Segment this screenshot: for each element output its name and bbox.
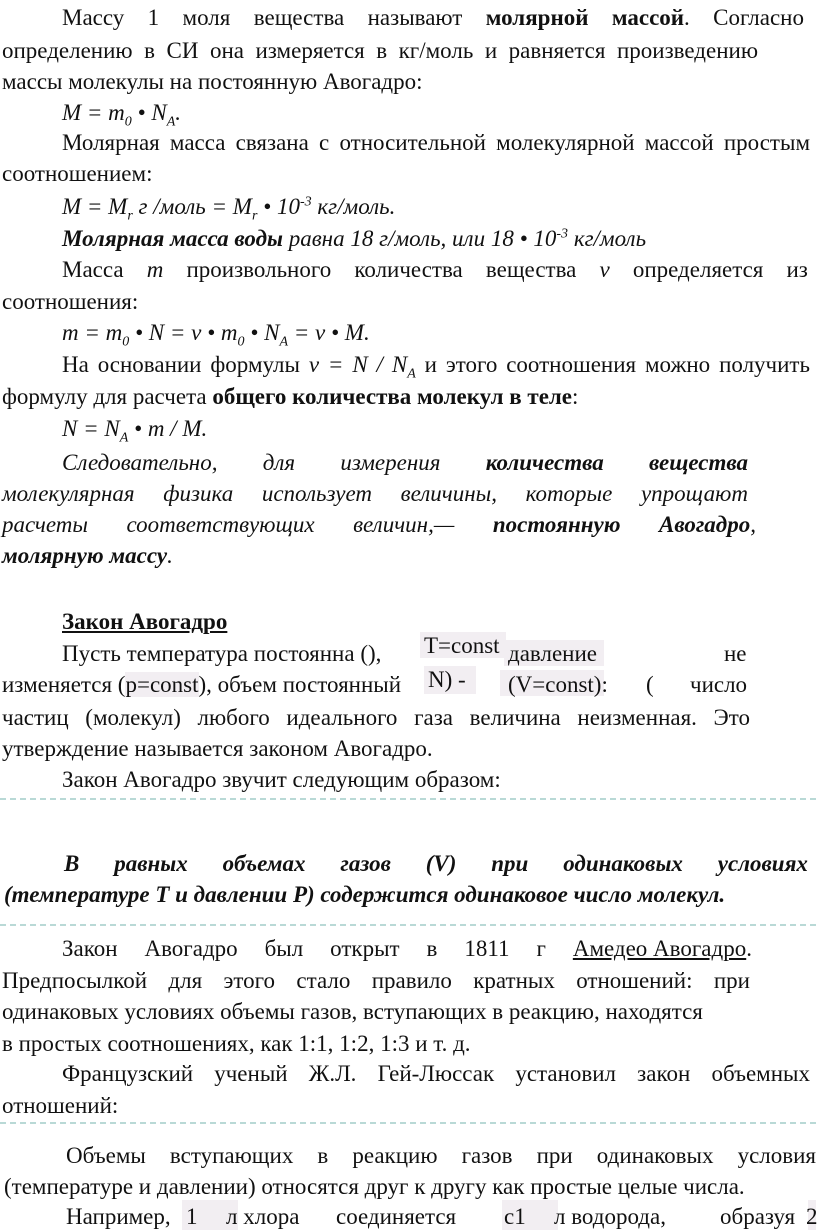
para-molar-mass-line3: массы молекулы на постоянную Авогадро: [2,69,423,94]
para-discovery-line1: Закон Авогадро был открыт в 1811 г Амедео Авогадро. [62,936,752,961]
field-chlorine-volume: 1 [186,1204,198,1229]
para-example-line1: Например, [66,1204,171,1229]
formula-molar-mass: $M = m_0$ • $N_A$. [62,100,182,130]
para-mass-line1: Масса m произвольного количества вещества ν определяется из [62,257,808,282]
para-example-chlorine: л хлора [226,1204,300,1229]
divider-lower [0,1122,816,1124]
para-law-intro-line2a: изменяется (p=const), объем постоянный [2,672,402,697]
para-example-hydrogen: л водорода, [554,1204,666,1229]
para-relative-mass-line1: Молярная масса связана с относительной молекулярной массой простым [62,130,810,155]
para-example-combines: соединяется [336,1204,457,1229]
formula-mass: $m = m_0$ • N = ν • $m_0$ • $N_A = \nu$ • M. [62,320,370,350]
divider-top [0,798,816,800]
para-law-intro-paren: ( [646,672,654,697]
formula-relative-mass: $M = M_r$ г /моль = $M_r$ • $10^{-3}$ кг/моль. [62,194,396,224]
term-molar-mass: молярной массой [485,5,685,30]
para-conclusion-line1: Следовательно, для измерения количества вещества [62,450,748,475]
para-law-statement-intro: Закон Авогадро звучит следующим образом: [62,767,501,792]
para-law-intro-line3: частиц (молекул) любого идеального газа величина неизменная. Это [2,705,750,730]
field-product-volume: 2 [806,1204,818,1229]
para-law-intro-pressure-word: давление [508,641,597,666]
para-relative-mass-line2: соотношением: [2,161,153,186]
term-total-molecules: общего количества молекул в теле [212,384,573,409]
para-discovery-line3: одинаковых условиях объемы газов, вступающих в реакцию, находятся [2,999,703,1024]
field-volume-const: (V=const): [508,672,608,697]
section-heading-avogadro-law: Закон Авогадро [62,609,228,634]
link-amedeo-avogadro[interactable]: Амедео Авогадро [572,936,747,961]
law-statement-line1: В равных объемах газов (V) при одинаковых условиях [64,851,808,876]
para-basis-line1: На основании формулы $\nu = N / N_A$ и этого соотношения можно получить [62,352,810,382]
para-law-intro-line4: утверждение называется законом Авогадро. [2,736,433,761]
para-example-forming: образуя [720,1204,796,1229]
para-law-intro-not: не [724,641,747,666]
para-law-intro-number: число [690,672,748,697]
para-basis-line2: формулу для расчета общего количества молекул в теле: [2,384,579,409]
para-conclusion-line4: молярную массу. [2,543,173,568]
field-count: N) - [428,667,466,692]
para-molar-mass-line1: Массу 1 моля вещества называют молярной массой. Согласно [62,5,804,30]
formula-water-molar-mass: Молярная масса воды равна 18 г/моль, или 18 • $10^{-3}$ кг/моль [62,226,647,251]
para-gay-lussac-line2: отношений: [2,1093,119,1118]
field-temperature-const: T=const [424,633,500,658]
formula-number-of-molecules: $N = N_A$ • m / M. [62,416,208,446]
para-molar-mass-line2: определению в СИ она измеряется в кг/моль и равняется произведению [2,38,758,63]
para-discovery-line2: Предпосылкой для этого стало правило кратных отношений: при [2,968,750,993]
para-discovery-line4: в простых соотношениях, как 1:1, 1:2, 1:3 и т. д. [2,1031,471,1056]
para-volumes-line2: (температуре и давлении) относятся друг к другу как простые целые числа. [4,1174,745,1199]
divider-bottom [0,924,816,926]
para-law-intro-line1a: Пусть температура постоянна (), [62,641,382,666]
para-volumes-line1: Объемы вступающих в реакцию газов при одинаковых условия [66,1143,816,1168]
para-conclusion-line3: расчеты соответствующих величин,— постоянную Авогадро, [2,512,756,537]
para-conclusion-line2: молекулярная физика использует величины, которые упрощают [2,481,748,506]
law-statement-line2: (температуре T и давлении P) содержится одинаковое число молекул. [4,882,726,907]
para-gay-lussac-line1: Французский ученый Ж.Л. Гей-Люссак установил закон объемных [62,1061,810,1086]
field-hydrogen-volume: с1 [504,1204,526,1229]
para-mass-line2: соотношения: [2,289,139,314]
